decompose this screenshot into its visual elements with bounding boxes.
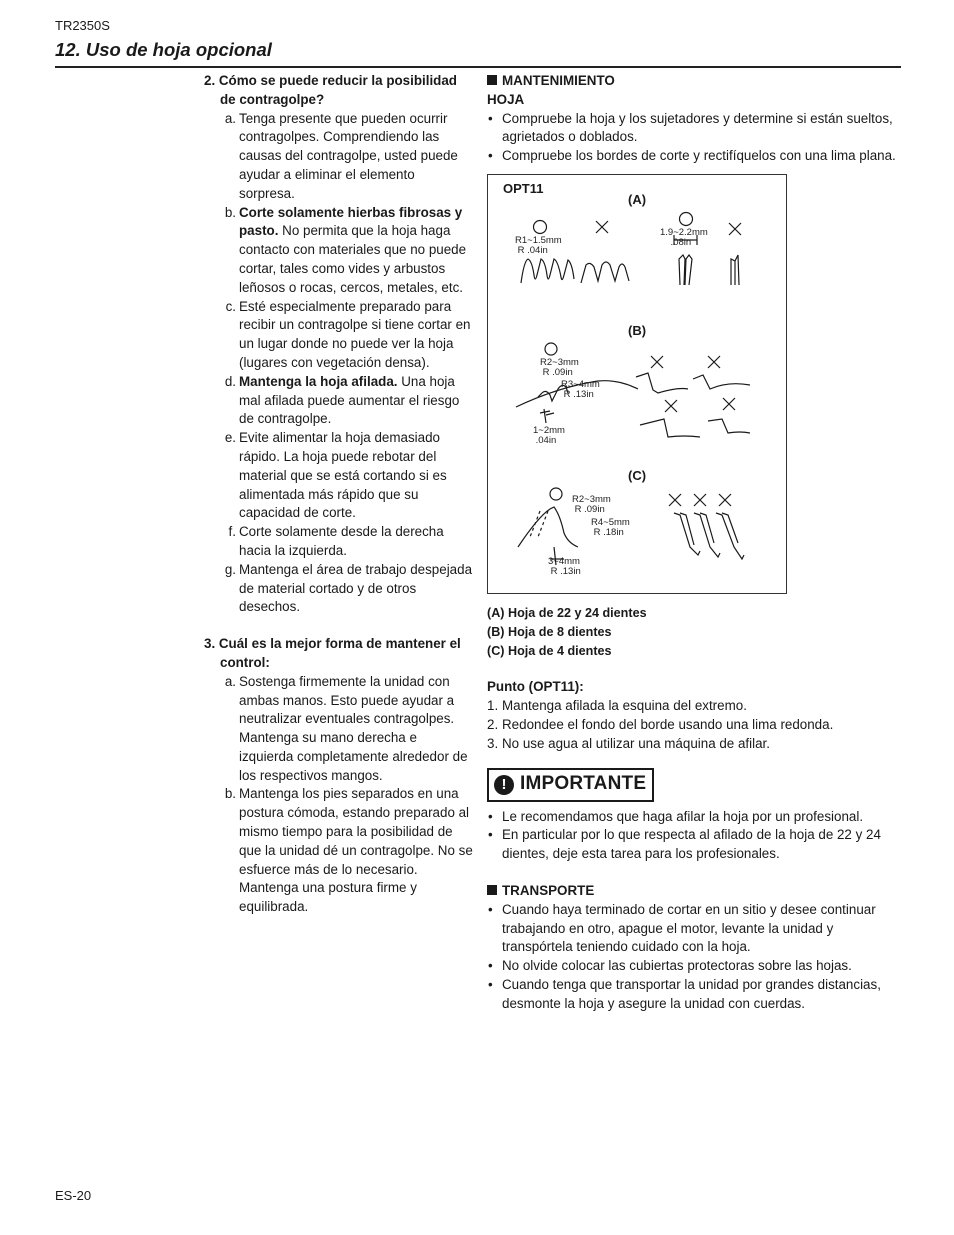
- item-text: Esté especialmente preparado para recibir un contragolpe si tiene cortar en un lugar donde no puede ver la hoja (lugares con vegetación densa).: [239, 298, 471, 370]
- point-heading: Punto (OPT11):: [487, 679, 584, 695]
- dimension-label: R4~5mm R .18in: [591, 516, 630, 538]
- exclamation-icon: !: [494, 775, 514, 795]
- list-item: [487, 697, 901, 716]
- list-item: [204, 561, 474, 617]
- item-marker: g.: [224, 561, 236, 577]
- item-bold-text: Corte solamente hierbas fibrosas y pasto.: [239, 204, 463, 239]
- list-item: [204, 110, 474, 204]
- item-text: Mantenga los pies separados en una postura cómoda, estando preparado al mismo tiempo para la posibilidad de que la unidad dé un contragolpe. No se esfuerce más de lo necesario. Mantenga una postura firme y equilibrada.: [239, 786, 473, 915]
- item-bold-text: Mantenga la hoja afilada.: [239, 373, 398, 389]
- item-marker: f.: [228, 524, 236, 540]
- item-text: Mantenga afilada la esquina del extremo.: [502, 698, 747, 714]
- bullet-item: • Compruebe la hoja y los sujetadores y determine si están sueltos, agrietados o doblados.: [487, 110, 901, 148]
- item-marker: d.: [224, 373, 236, 389]
- figure-label-b: (B): [628, 322, 647, 338]
- question-3-list: [204, 673, 474, 917]
- list-item: [204, 523, 474, 561]
- left-column: [204, 72, 474, 917]
- square-bullet-icon: [487, 75, 497, 85]
- square-bullet-icon: [487, 885, 497, 895]
- bullet-item: • Cuando haya terminado de cortar en un sitio y desee continuar trabajando en otro, apague el motor, levante la unidad y transpórtela teniendo cuidado con la hoja.: [487, 901, 901, 957]
- bullet-item: • Compruebe los bordes de corte y rectifíquelos con una lima plana.: [487, 147, 901, 166]
- item-marker: 3.: [487, 735, 499, 751]
- important-label: IMPORTANTE: [520, 773, 647, 795]
- maintenance-heading: MANTENIMIENTO: [487, 72, 901, 91]
- item-marker: b.: [224, 204, 236, 220]
- bullet-item: • Cuando tenga que transportar la unidad por grandes distancias, desmonte la hoja y asegure la unidad con cuerdas.: [487, 976, 901, 1014]
- dimension-label: R1~1.5mm R .04in: [515, 234, 562, 256]
- dimension-label: 1~2mm .04in: [533, 424, 565, 446]
- item-text: Mantenga el área de trabajo despejada de material cortado y de otros desechos.: [239, 561, 473, 615]
- page-number: ES-20: [55, 1188, 92, 1203]
- item-marker: a.: [224, 673, 236, 689]
- dimension-label: 1.9~2.2mm .08in: [660, 226, 708, 248]
- item-marker: e.: [224, 430, 236, 446]
- item-marker: b.: [224, 786, 236, 802]
- list-item: [204, 298, 474, 373]
- list-item: [204, 373, 474, 429]
- bullet-item: • En particular por lo que respecta al afilado de la hoja de 22 y 24 dientes, deje esta tarea para los profesionales.: [487, 826, 901, 864]
- dimension-label: 3~4mm R .13in: [548, 555, 581, 577]
- model-number: TR2350S: [55, 18, 110, 33]
- item-text: Evite alimentar la hoja demasiado rápido. La hoja puede rebotar del material que se está cortando si es alimentada más rápido que su capacidad de corte.: [239, 430, 447, 521]
- important-box: [487, 768, 654, 802]
- item-marker: 1.: [487, 698, 499, 714]
- bullet-item: • Le recomendamos que haga afilar la hoja por un profesional.: [487, 808, 901, 827]
- item-marker: c.: [225, 298, 236, 314]
- question-3-heading: 3. Cuál es la mejor forma de mantener el control:: [204, 636, 461, 670]
- section-title: 12. Uso de hoja opcional: [55, 39, 272, 60]
- figure-caption: (B) Hoja de 8 dientes: [487, 624, 612, 639]
- figure-label-a: (A): [628, 191, 647, 207]
- header-rule: [55, 66, 901, 68]
- item-text: Una hoja mal afilada puede aumentar el riesgo de contragolpe.: [239, 373, 460, 427]
- list-item: [487, 735, 901, 754]
- list-item: [487, 716, 901, 735]
- dimension-label: R2~3mm R .09in: [540, 356, 579, 378]
- figure-caption: (A) Hoja de 22 y 24 dientes: [487, 605, 647, 620]
- dimension-label: R3~4mm R .13in: [561, 378, 600, 400]
- item-text: Sostenga firmemente la unidad con ambas manos. Esto puede ayudar a neutralizar eventuales contragolpes. Mantenga su mano derecha e izquierda completamente alrededor de los respectivos mangos.: [239, 673, 468, 783]
- list-item: [204, 429, 474, 523]
- item-text: Tenga presente que pueden ocurrir contragolpes. Comprendiendo las causas del contragolpe, usted puede ayudar a eliminar el elemento sorpresa.: [239, 110, 458, 201]
- question-2-list: [204, 110, 474, 618]
- item-marker: 2.: [487, 716, 499, 732]
- dimension-label: R2~3mm R .09in: [572, 493, 611, 515]
- bullet-item: • No olvide colocar las cubiertas protectoras sobre las hojas.: [487, 957, 901, 976]
- item-text: No use agua al utilizar una máquina de afilar.: [502, 735, 770, 751]
- blade-sharpening-figure: [487, 174, 787, 594]
- blade-subheading: HOJA: [487, 91, 525, 107]
- transport-heading: TRANSPORTE: [487, 882, 901, 901]
- item-text: No permita que la hoja haga contacto con materiales que no puede cortar, tales como vides y arbustos leñosos o rocas, cercos, metales, etc.: [239, 223, 467, 295]
- figure-label-c: (C): [628, 467, 647, 483]
- item-text: Redondee el fondo del borde usando una lima redonda.: [502, 716, 834, 732]
- question-2-heading: 2. Cómo se puede reducir la posibilidad de contragolpe?: [204, 73, 457, 107]
- list-item: [204, 785, 474, 917]
- item-text: Corte solamente desde la derecha hacia la izquierda.: [239, 524, 444, 558]
- list-item: [204, 673, 474, 786]
- figure-code: OPT11: [503, 180, 544, 196]
- item-marker: a.: [224, 110, 236, 126]
- figure-caption: (C) Hoja de 4 dientes: [487, 643, 612, 658]
- right-column: [487, 72, 901, 1014]
- list-item: [204, 204, 474, 298]
